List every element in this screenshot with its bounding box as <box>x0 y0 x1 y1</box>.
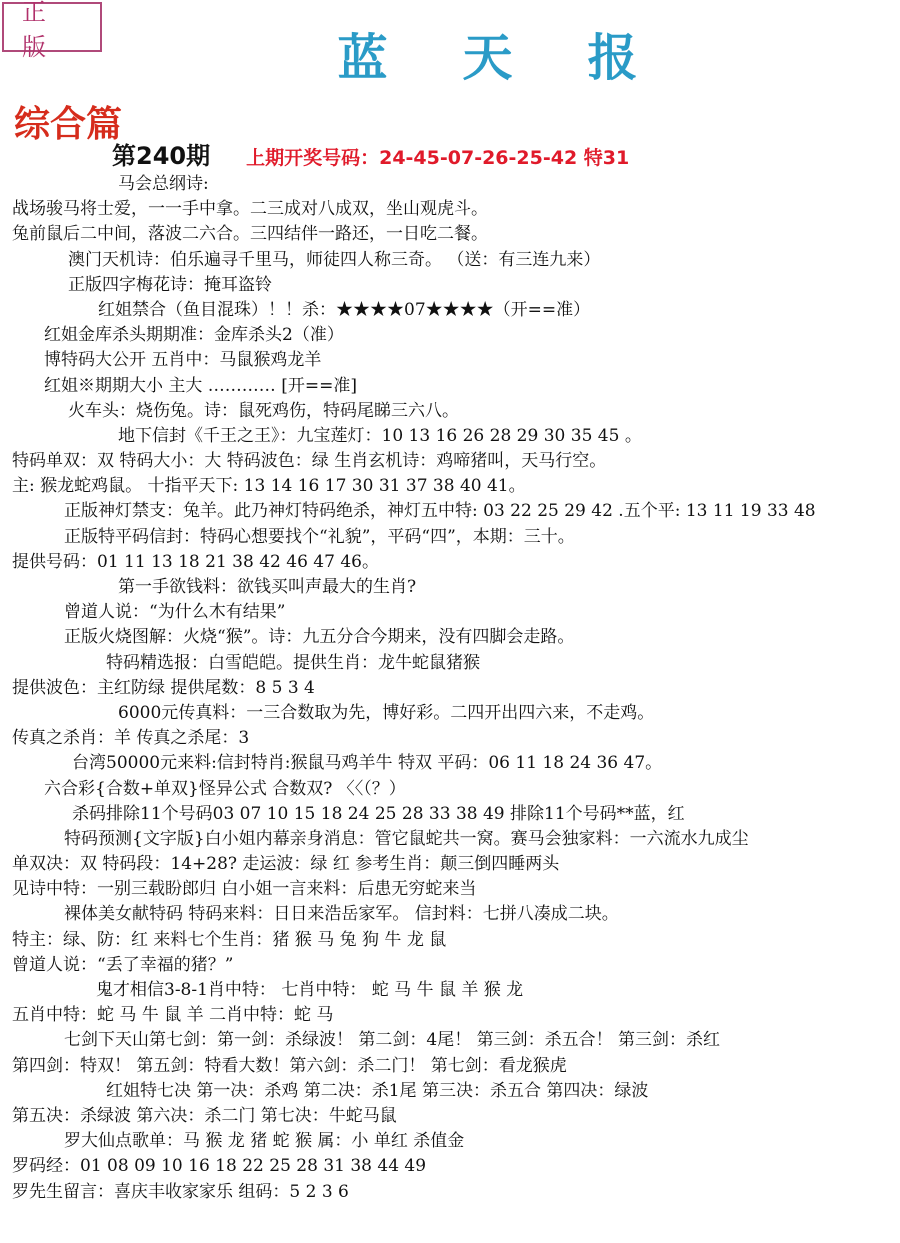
text-line: 罗大仙点歌单：马 猴 龙 猪 蛇 猴 属：小 单红 杀值金 <box>64 1131 465 1152</box>
text-line: 6000元传真料：一三合数取为先，博好彩。二四开出四六来，不走鸡。 <box>118 702 655 723</box>
text-line: 第五决：杀绿波 第六决：杀二门 第七决：牛蛇马鼠 <box>12 1105 397 1126</box>
section-title: 综合篇 <box>14 103 123 145</box>
issue-header <box>112 136 892 176</box>
text-line: 鬼才相信3-8-1肖中特： 七肖中特： 蛇 马 牛 鼠 羊 猴 龙 <box>96 980 524 1000</box>
text-line: 第一手欲钱料：欲钱买叫声最大的生肖? <box>118 577 417 597</box>
text-line: 主: 猴龙蛇鸡鼠。 十指平天下: 13 14 16 17 30 31 37 38 40 41。 <box>12 476 526 497</box>
text-line: 第四剑：特双！ 第五剑：特看大数！第六剑：杀二门！ 第七剑：看龙猴虎 <box>12 1055 567 1076</box>
text-line: 正版神灯禁支：兔羊。此乃神灯特码绝杀，神灯五中特: 03 22 25 29 42 .五个平: 13 11 19 33 48 <box>64 501 816 522</box>
text-line: 单双决：双 特码段：14+28? 走运波：绿 红 参考生肖：颠三倒四睡两头 <box>12 854 560 875</box>
text-line: 提供号码：01 11 13 18 21 38 42 46 47 46。 <box>12 551 379 572</box>
text-line: 特码精选报：白雪皑皑。提供生肖：龙牛蛇鼠猪猴 <box>106 652 480 673</box>
text-line: 地下信封《千王之王》：九宝莲灯：10 13 16 26 28 29 30 35 45 。 <box>118 425 642 446</box>
official-edition-badge: 正版 <box>2 2 102 52</box>
text-line: 曾道人说：“丢了幸福的猪？” <box>12 954 234 975</box>
text-line: 七剑下天山第七剑：第一剑：杀绿波！ 第二剑：4尾！ 第三剑：杀五合！ 第三剑：杀红 <box>64 1030 721 1051</box>
text-line: 见诗中特：一别三载盼郎归 白小姐一言来料：后患无穷蛇来当 <box>12 879 477 900</box>
text-line: 罗先生留言：喜庆丰收家家乐 组码：5 2 3 6 <box>12 1181 349 1202</box>
newspaper-masthead: 蓝天报 <box>337 29 713 87</box>
text-line: 六合彩{合数+单双}怪异公式 合数双? 〈〈（？） <box>44 778 406 799</box>
last-draw-numbers: 上期开奖号码：24-45-07-26-25-42 特31 <box>246 147 630 169</box>
text-line: 罗码经：01 08 09 10 16 18 22 25 28 31 38 44 49 <box>12 1156 427 1177</box>
text-line: 红姐禁合（鱼目混珠）！！杀：★★★★07★★★★（开==准） <box>98 299 591 320</box>
article-body <box>0 172 900 1205</box>
text-line: 台湾50000元来料:信封特肖:猴鼠马鸡羊牛 特双 平码：06 11 18 24 36 47。 <box>72 753 663 774</box>
text-line: 裸体美女献特码 特码来料：日日来浩岳家军。 信封料：七拼八凑成二块。 <box>64 904 619 925</box>
text-line: 红姐特七决 第一决：杀鸡 第二决：杀1尾 第三决：杀五合 第四决：绿波 <box>106 1080 649 1101</box>
text-line: 红姐※期期大小 主大 ………… [开==准] <box>44 375 357 396</box>
issue-number: 第240期 <box>112 142 211 170</box>
text-line: 正版火烧图解：火烧“猴”。诗：九五分合今期来，没有四脚会走路。 <box>64 627 575 648</box>
text-line: 传真之杀肖：羊 传真之杀尾：3 <box>12 728 250 749</box>
text-line: 兔前鼠后二中间，落波二六合。三四结伴一路还，一日吃二餐。 <box>12 224 488 245</box>
text-line: 马会总纲诗: <box>118 174 209 194</box>
text-line: 提供波色：主红防绿 提供尾数：8 5 3 4 <box>12 677 315 698</box>
text-line: 五肖中特：蛇 马 牛 鼠 羊 二肖中特：蛇 马 <box>12 1005 334 1026</box>
text-line: 火车头：烧伤兔。诗：鼠死鸡伤，特码尾睇三六八。 <box>68 400 459 421</box>
text-line: 正版特平码信封：特码心想要找个“礼貌”，平码“四”，本期：三十。 <box>64 526 575 547</box>
text-line: 战场骏马将士爱，一一手中拿。二三成对八成双，坐山观虎斗。 <box>12 199 488 220</box>
text-line: 博特码大公开 五肖中：马鼠猴鸡龙羊 <box>44 350 322 371</box>
text-line: 曾道人说：“为什么木有结果” <box>64 602 286 623</box>
text-line: 杀码排除11个号码03 07 10 15 18 24 25 28 33 38 49 排除11个号码**蓝，红 <box>72 803 685 824</box>
text-line: 特码单双：双 特码大小：大 特码波色：绿 生肖玄机诗：鸡啼猪叫，天马行空。 <box>12 451 607 472</box>
text-line: 特主：绿、防：红 来料七个生肖：猪 猴 马 兔 狗 牛 龙 鼠 <box>12 929 447 950</box>
text-line: 澳门天机诗：伯乐遍寻千里马，师徒四人称三奇。 （送：有三连九来） <box>68 249 601 270</box>
text-line: 红姐金库杀头期期准：金库杀头2（准） <box>44 325 344 346</box>
text-line: 正版四字梅花诗：掩耳盗铃 <box>68 274 272 295</box>
text-line: 特码预测{文字版}白小姐内幕亲身消息：管它鼠蛇共一窝。赛马会独家料：一六流水九成尘 <box>64 828 749 849</box>
